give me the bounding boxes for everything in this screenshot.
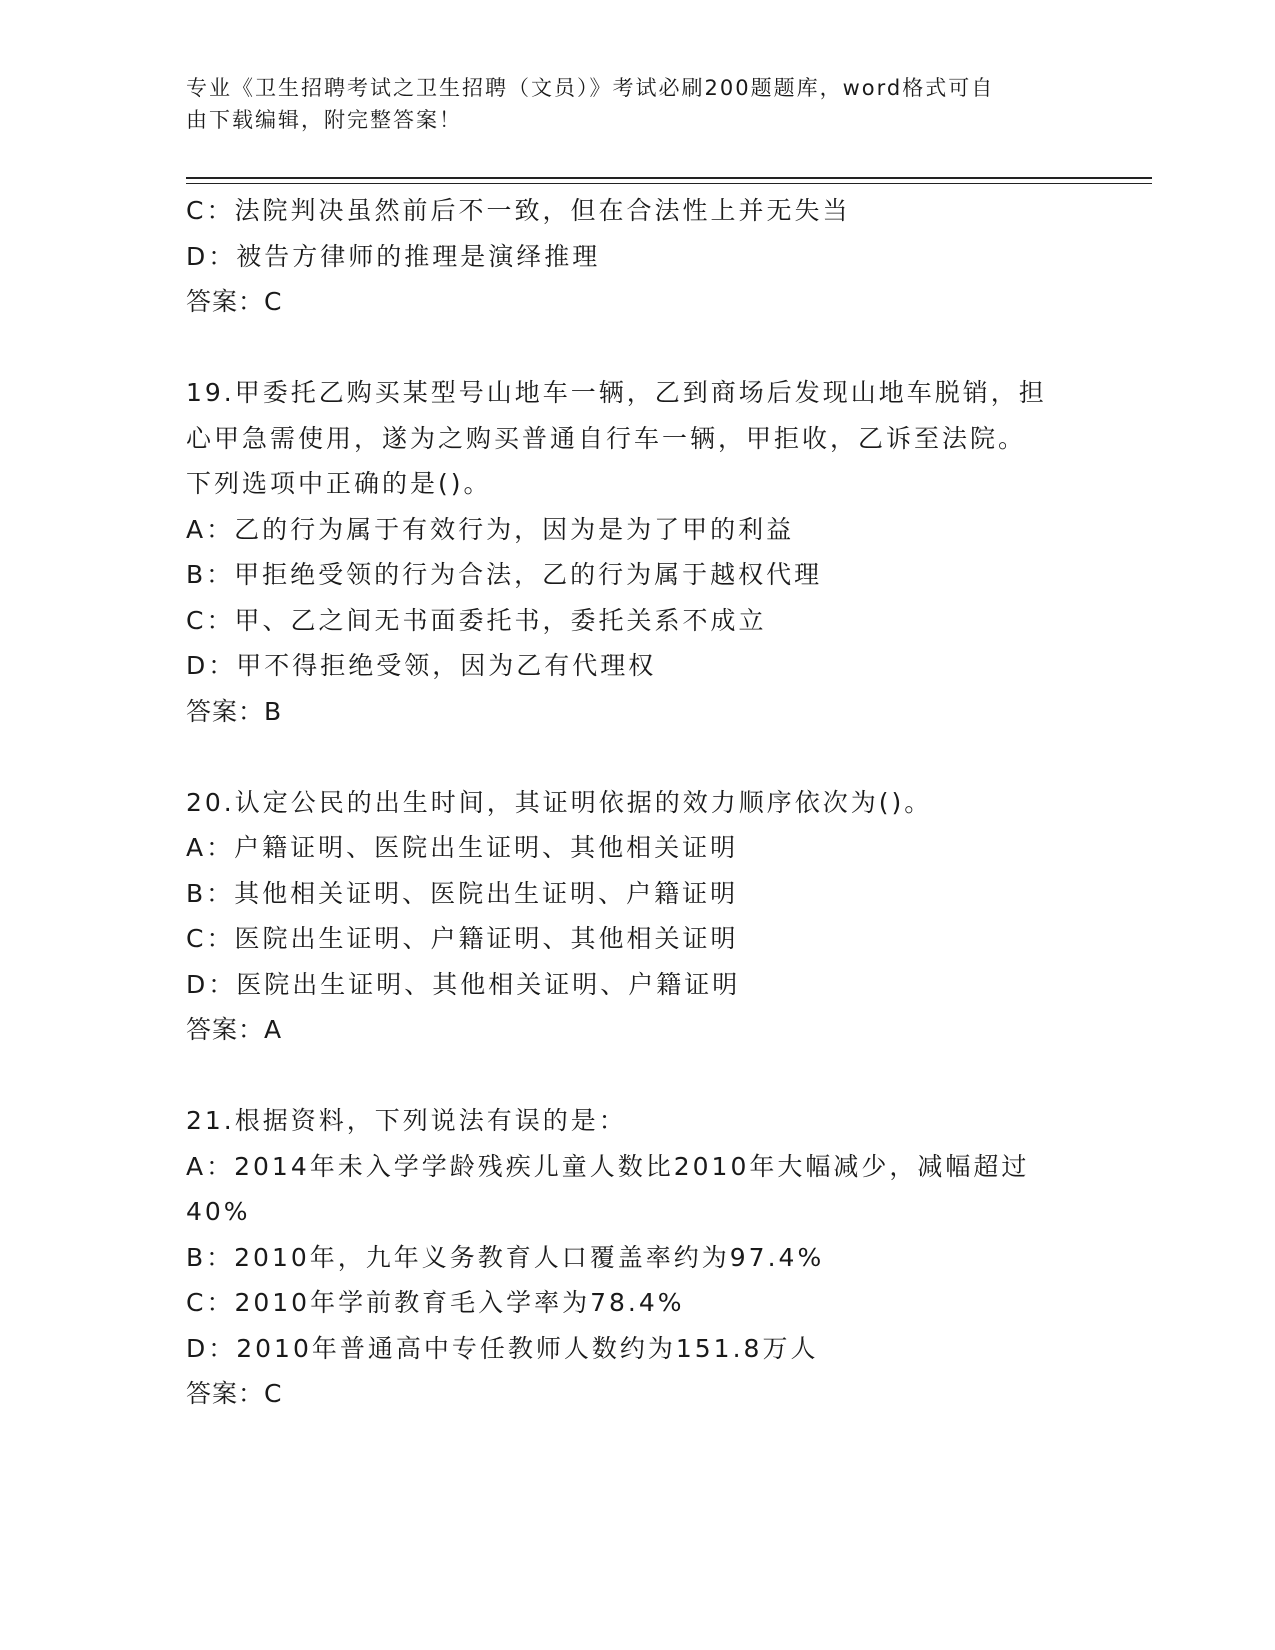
option-d: D：医院出生证明、其他相关证明、户籍证明 [186, 969, 741, 999]
option-b: B：甲拒绝受领的行为合法，乙的行为属于越权代理 [186, 560, 823, 589]
header-title-line-2: 由下载编辑，附完整答案！ [186, 108, 462, 132]
question-19-block [186, 370, 1086, 734]
option-c: C：2010年学前教育毛入学率为78.4% [186, 1288, 685, 1317]
option-d: D：甲不得拒绝受领，因为乙有代理权 [186, 651, 657, 680]
question-stem: 21.根据资料，下列说法有误的是： [186, 1106, 627, 1135]
spacer [186, 1053, 1086, 1099]
answer-line: 答案：C [186, 287, 283, 316]
spacer [186, 325, 1086, 371]
option-c: C：医院出生证明、户籍证明、其他相关证明 [186, 924, 739, 953]
option-d: D：2010年普通高中专任教师人数约为151.8万人 [186, 1333, 819, 1363]
header-divider-thick [186, 177, 1152, 179]
option-a: A：2014年未入学学龄残疾儿童人数比2010年大幅减少，减幅超过 [186, 1151, 1030, 1181]
prev-question-block [186, 188, 1086, 325]
option-b: B：其他相关证明、医院出生证明、户籍证明 [186, 878, 739, 908]
answer-line: 答案：A [186, 1015, 283, 1044]
question-20-block [186, 780, 1086, 1053]
header-divider-thin [186, 183, 1152, 184]
option-a: A：乙的行为属于有效行为，因为是为了甲的利益 [186, 514, 795, 544]
option-a-continued: 40% [186, 1197, 251, 1226]
option-c: C：甲、乙之间无书面委托书，委托关系不成立 [186, 605, 767, 635]
question-stem: 心甲急需使用，遂为之购买普通自行车一辆，甲拒收，乙诉至法院。 [186, 423, 1027, 453]
answer-line: 答案：B [186, 696, 283, 726]
option-d: D：被告方律师的推理是演绎推理 [186, 241, 601, 271]
spacer [186, 734, 1086, 780]
question-stem: 19.甲委托乙购买某型号山地车一辆，乙到商场后发现山地车脱销，担 [186, 378, 1047, 407]
question-content [186, 188, 1086, 1417]
question-21-block [186, 1098, 1086, 1417]
option-a: A：户籍证明、医院出生证明、其他相关证明 [186, 833, 739, 862]
question-stem: 20.认定公民的出生时间，其证明依据的效力顺序依次为()。 [186, 787, 933, 817]
answer-line: 答案：C [186, 1379, 283, 1408]
header-title-line-1: 专业《卫生招聘考试之卫生招聘（文员）》考试必刷200题题库，word格式可自 [186, 76, 995, 100]
question-stem: 下列选项中正确的是()。 [186, 469, 492, 498]
page-header [186, 72, 1066, 136]
option-c: C：法院判决虽然前后不一致，但在合法性上并无失当 [186, 196, 851, 225]
option-b: B：2010年，九年义务教育人口覆盖率约为97.4% [186, 1242, 825, 1272]
